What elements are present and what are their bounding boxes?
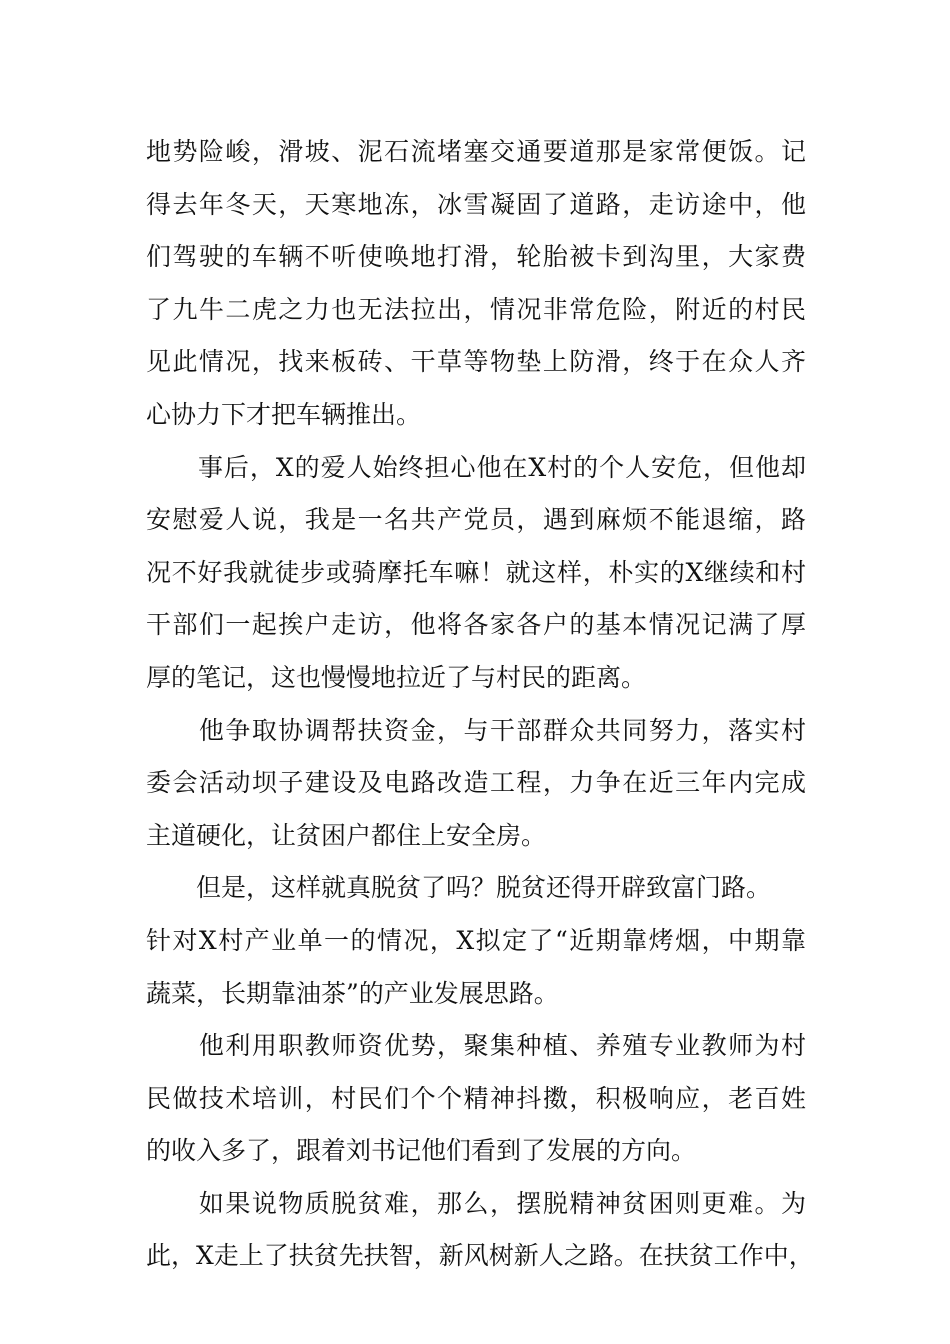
text-line: 如果说物质脱贫难，那么，摆脱精神贫困则更难。为 <box>146 1188 806 1218</box>
text-line: 得去年冬天，天寒地冻，冰雪凝固了道路，走访途中，他 <box>146 189 806 219</box>
text-line: 地势险峻，滑坡、泥石流堵塞交通要道那是家常便饭。记 <box>146 137 806 166</box>
text-line: 主道硬化，让贫困户都住上安全房。 <box>146 820 547 850</box>
text-line: 民做技术培训，村民们个个精神抖擞，积极响应，老百姓 <box>146 1083 806 1113</box>
text-line: 厚的笔记，这也慢慢地拉近了与村民的距离。 <box>146 662 647 692</box>
text-line: 见此情况，找来板砖、干草等物垫上防滑，终于在众人齐 <box>146 347 806 377</box>
text-line: 安慰爱人说，我是一名共产党员，遇到麻烦不能退缩，路 <box>146 505 806 535</box>
text-line: 委会活动坝子建设及电路改造工程，力争在近三年内完成 <box>146 768 806 798</box>
text-line: 此，X走上了扶贫先扶智，新风树新人之路。在扶贫工作中， <box>146 1241 814 1271</box>
text-line: 心协力下才把车辆推出。 <box>146 399 422 429</box>
text-line: 了九牛二虎之力也无法拉出，情况非常危险，附近的村民 <box>146 294 806 324</box>
text-line: 事后，X的爱人始终担心他在X村的个人安危，但他却 <box>146 452 806 482</box>
text-line: 针对X村产业单一的情况，X拟定了“近期靠烤烟，中期靠 <box>146 925 806 955</box>
body-text <box>146 126 814 1283</box>
text-line: 干部们一起挨户走访，他将各家各户的基本情况记满了厚 <box>146 610 806 640</box>
text-line: 但是，这样就真脱贫了吗？脱贫还得开辟致富门路。 <box>146 873 772 903</box>
text-line: 况不好我就徒步或骑摩托车嘛！就这样，朴实的X继续和村 <box>146 557 806 587</box>
text-line: 他利用职教师资优势，聚集种植、养殖专业教师为村 <box>146 1031 806 1061</box>
text-line: 蔬菜，长期靠油茶”的产业发展思路。 <box>146 978 559 1008</box>
text-line: 他争取协调帮扶资金，与干部群众共同努力，落实村 <box>146 715 806 745</box>
text-line: 的收入多了，跟着刘书记他们看到了发展的方向。 <box>146 1136 697 1166</box>
text-line: 们驾驶的车辆不听使唤地打滑，轮胎被卡到沟里，大家费 <box>146 242 806 272</box>
